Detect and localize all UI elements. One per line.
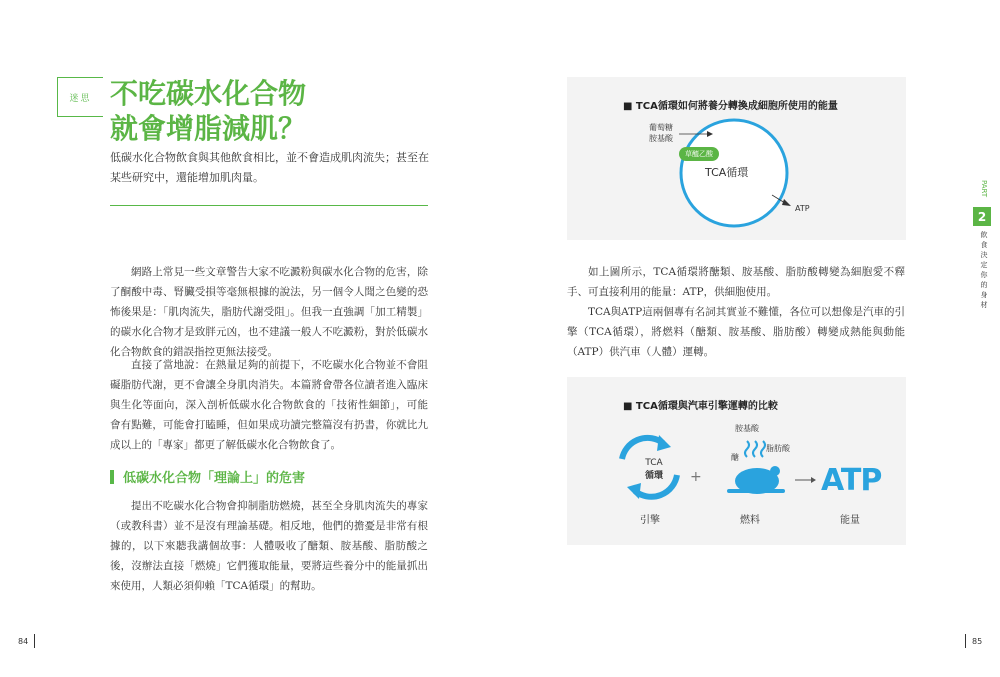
page-number-divider — [965, 634, 966, 648]
figure-title: ■ TCA循環如何將養分轉換成細胞所使用的能量 — [623, 101, 838, 112]
cycle-label-line2: 循環 — [644, 471, 663, 481]
cycle-arrow-top — [622, 438, 663, 459]
page-number-left: 84 — [18, 637, 29, 646]
body-paragraph-1: 網路上常見一些文章警告大家不吃澱粉與碳水化合物的危害，除了酮酸中毒、腎臟受損等毫無根據的說法，另一個令人聞之色變的恐怖後果是：「肌肉流失，脂肪代謝受阻」。但我一直強調「加工精製」的碳水化合物才是致胖元凶，也不建議一般人不吃澱粉，對於低碳水化合物飲食的錯誤指控更無法接受。 — [110, 266, 428, 358]
part-description: 飲食決定你的身材 — [980, 231, 988, 309]
cycle-arrowhead-top — [657, 435, 671, 451]
fuel-amino-label: 胺基酸 — [735, 424, 759, 433]
cycle-label — [635, 457, 673, 483]
label-engine: 引擎 — [640, 515, 660, 526]
part-label-text: PART — [980, 180, 988, 198]
page-title: 不吃碳水化合物 就會增脂減肌？ — [110, 77, 307, 145]
title-divider — [110, 205, 428, 206]
figure-engine-comparison — [567, 377, 906, 545]
input-label — [649, 122, 673, 144]
fuel-fat-label: 脂肪酸 — [766, 444, 790, 453]
steam-icon — [745, 441, 765, 457]
label-fuel: 燃料 — [740, 515, 760, 526]
roast-chicken-icon — [727, 466, 785, 494]
page-number-divider — [34, 634, 35, 648]
output-arrow-head — [782, 199, 791, 206]
section-heading: 低碳水化合物「理論上」的危害 — [123, 471, 306, 486]
right-paragraph-2: TCA與ATP這兩個專有名詞其實並不難懂，各位可以想像是汽車的引擎（TCA循環），將燃料（醣類、胺基酸、脂肪酸）轉變成熱能與動能（ATP）供汽車（人體）運轉。 — [567, 306, 905, 358]
section-paragraph: 提出不吃碳水化合物會抑制脂肪燃燒，甚至全身肌肉流失的專家（或教科書）並不是沒有理論基礎。相反地，他們的擔憂是非常有根據的，以下來聽我講個故事：人體吸收了醣類、胺基酸、脂肪酸之後，沒辦法直接「燃燒」它們獲取能量，要將這些養分中的能量抓出來使用，人類必須仰賴「TCA循環」的幫助。 — [110, 500, 428, 592]
oxaloacetate-badge: 草醯乙酸 — [679, 147, 719, 161]
plus-sign: + — [690, 469, 702, 485]
figure-title: ■ TCA循環與汽車引擎運轉的比較 — [623, 401, 778, 412]
page-subtitle: 低碳水化合物飲食與其他飲食相比，並不會造成肌肉流失；甚至在某些研究中，還能增加肌肉量。 — [110, 151, 429, 184]
myth-tag: 迷思 — [57, 77, 103, 117]
part-label — [979, 180, 989, 199]
atp-logo: ATP — [821, 463, 882, 498]
cycle-label-line1: TCA — [645, 458, 663, 468]
body-paragraph-2: 直接了當地說：在熱量足夠的前提下，不吃碳水化合物並不會阻礙脂肪代謝，更不會讓全身肌肉消失。本篇將會帶各位讀者進入臨床與生化等面向，深入剖析低碳水化合物飲食的「技術性細節」，可能會有點難，可能會打瞌睡，但如果成功讀完整篇沒有扔書，你就比九成以上的「專家」都更了解低碳水化合物飲食了。 — [110, 359, 428, 451]
right-paragraph-1: 如上圖所示，TCA循環將醣類、胺基酸、脂肪酸轉變為細胞愛不釋手、可直接利用的能量：ATP，供細胞使用。 — [567, 266, 905, 298]
figure-tca-conversion — [567, 77, 906, 240]
page-number-right: 85 — [972, 637, 983, 646]
tca-cycle-label: TCA循環 — [705, 166, 749, 179]
section-marker — [110, 470, 114, 484]
input-glucose: 葡萄糖 — [649, 123, 673, 132]
fuel-sugar-label: 醣 — [731, 453, 739, 462]
input-amino: 胺基酸 — [649, 134, 673, 143]
tca-cycle-diagram — [567, 77, 906, 240]
atp-output-label: ATP — [795, 204, 810, 213]
result-arrow-head — [811, 477, 816, 483]
cycle-arrowhead-bottom — [627, 483, 641, 499]
part-number-badge: 2 — [973, 207, 991, 226]
label-energy: 能量 — [840, 515, 860, 526]
